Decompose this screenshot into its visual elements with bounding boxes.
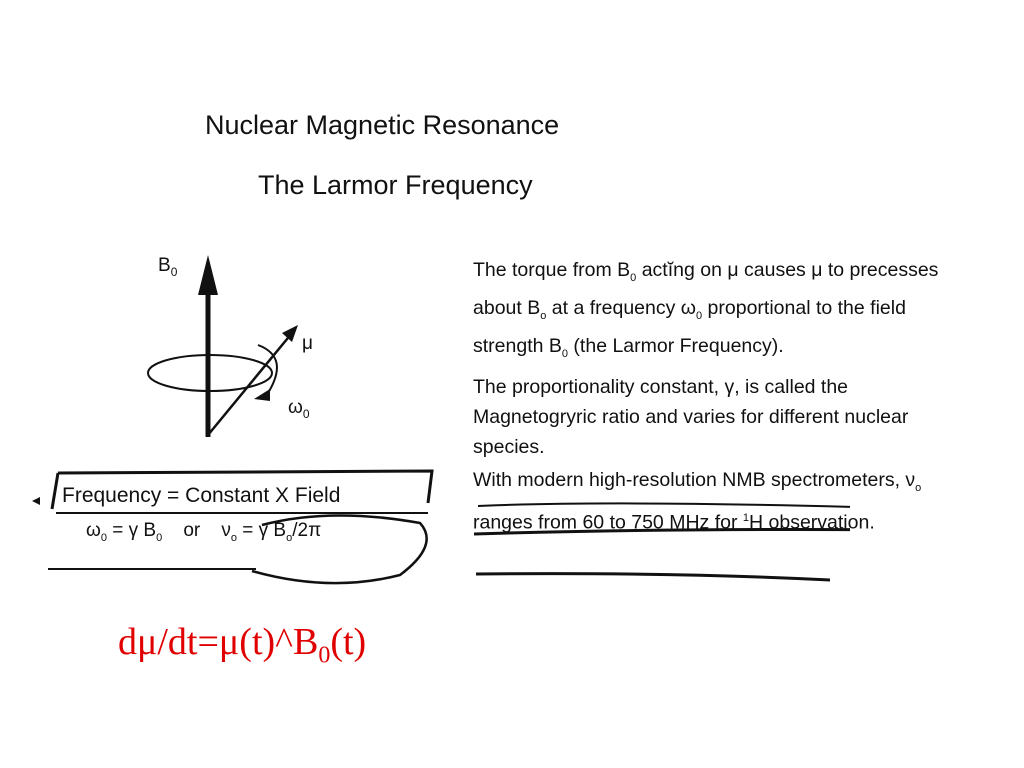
underline-3 [476,574,830,580]
description-paragraph-torque: The torque from $B_0$ actĭng on μ causes μ to precesses about $B_o$ at a frequency $\omega_0$ proportional to the field strength $B_0$ (the Larmor Frequency). [473,259,939,360]
larmor-equations: $\omega_0 = \gamma$ $B_0$ or $\nu_o = \gamma$ $B_o/2\pi$ [86,520,322,544]
handdrawn-underlines [470,480,850,590]
omega-label: $\omega_0$ [288,397,310,421]
frequency-formula: Frequency = Constant X Field [62,484,341,507]
underline-1 [478,503,850,508]
field-label: $B_0$ [158,255,178,279]
box-left [52,473,58,509]
red-torque-equation: $d\mu/dt=\mu(t)\^{}B_0(t)$ [118,621,367,669]
moment-arrow-head [282,325,298,342]
page-title: Nuclear Magnetic Resonance [205,110,560,140]
field-arrow-head [198,255,218,295]
description-paragraph-nmr: With modern high-resolution NMB spectrometers, $\nu_o$ ranges from 60 to 750 MHz for $^1$H observation. [473,468,922,534]
description-paragraph-gamma: The proportionality constant, γ, is called the Magnetogryric ratio and varies for different nuclear species. [473,375,909,458]
bullet-mark [32,497,40,505]
moment-label: μ [302,333,313,354]
or-word: or [183,520,201,541]
rotation-arc-head [254,389,270,401]
page-subtitle: The Larmor Frequency [258,170,533,200]
moment-arrow-shaft [208,333,292,435]
precession-diagram [130,245,350,445]
underline-2 [474,530,850,535]
